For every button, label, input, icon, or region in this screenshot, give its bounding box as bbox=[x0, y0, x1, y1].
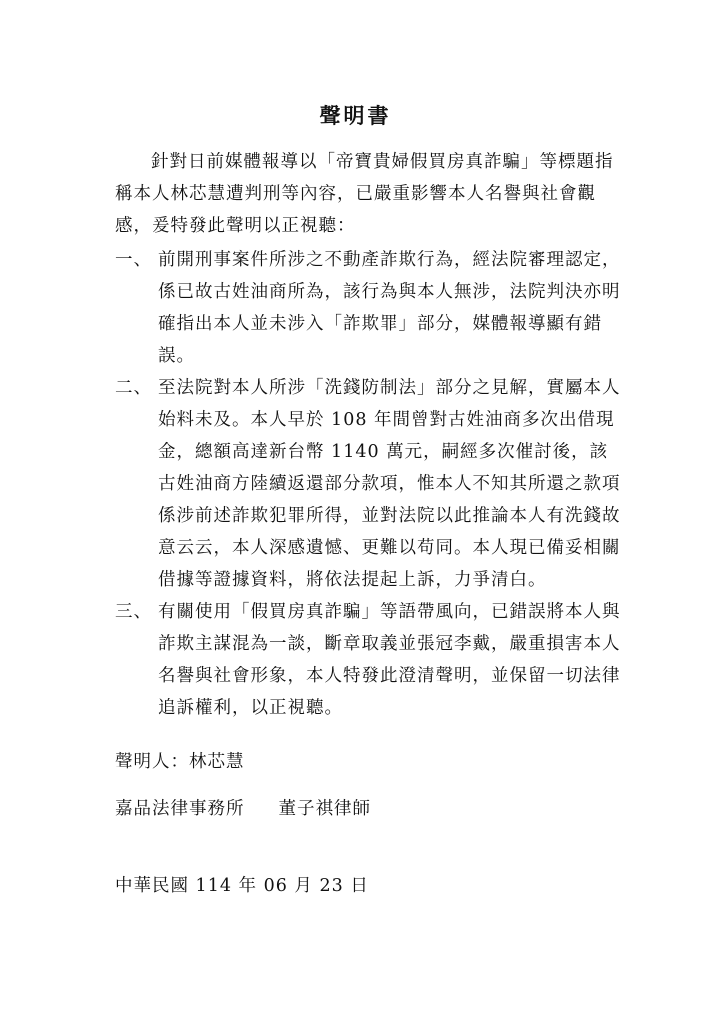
intro-paragraph: 針對日前媒體報導以「帝寶貴婦假買房真詐騙」等標題指稱本人林芯慧遭判刑等內容，已嚴重影響本人名譽與社會觀感，爰特發此聲明以正視聽： bbox=[115, 152, 614, 236]
item-number: 三、 bbox=[115, 602, 152, 622]
document-title: 聲明書 bbox=[319, 103, 392, 128]
statement-item-2 bbox=[115, 372, 625, 596]
item-number: 一、 bbox=[115, 250, 152, 270]
statement-items bbox=[115, 244, 625, 724]
statement-item-1 bbox=[115, 244, 625, 372]
lawyer-name: 董子祺律師 bbox=[278, 799, 371, 819]
item-text: 有關使用「假買房真詐騙」等語帶風向，已錯誤將本人與詐欺主謀混為一談，斷章取義並張冠李戴，嚴重損害本人名譽與社會形象，本人特發此澄清聲明，並保留一切法律追訴權利，以正視聽。 bbox=[158, 602, 621, 718]
item-text: 前開刑事案件所涉之不動產詐欺行為，經法院審理認定，係已故古姓油商所為，該行為與本人無涉，法院判決亦明確指出本人並未涉入「詐欺罪」部分，媒體報導顯有錯誤。 bbox=[158, 250, 621, 366]
item-text: 至法院對本人所涉「洗錢防制法」部分之見解，實屬本人始料未及。本人早於 108 年間曾對古姓油商多次出借現金，總額高達新台幣 1140 萬元，嗣經多次催討後，該古姓油商方陸續返還部分款項，惟本人不知其所還之款項係涉前述詐欺犯罪所得，並對法院以此推論本人有洗錢故意云云，本人深感遺憾、更難以苟同。本人現已備妥相關借據等證據資料，將依法提起上訴，力爭清白。 bbox=[158, 378, 621, 590]
law-firm-line bbox=[115, 795, 371, 820]
declarant-line: 聲明人：林芯慧 bbox=[115, 752, 245, 772]
statement-item-3 bbox=[115, 596, 625, 724]
item-number: 二、 bbox=[115, 378, 152, 398]
document-date: 中華民國 114 年 06 月 23 日 bbox=[115, 876, 369, 896]
law-firm-name: 嘉品法律事務所 bbox=[115, 799, 245, 819]
